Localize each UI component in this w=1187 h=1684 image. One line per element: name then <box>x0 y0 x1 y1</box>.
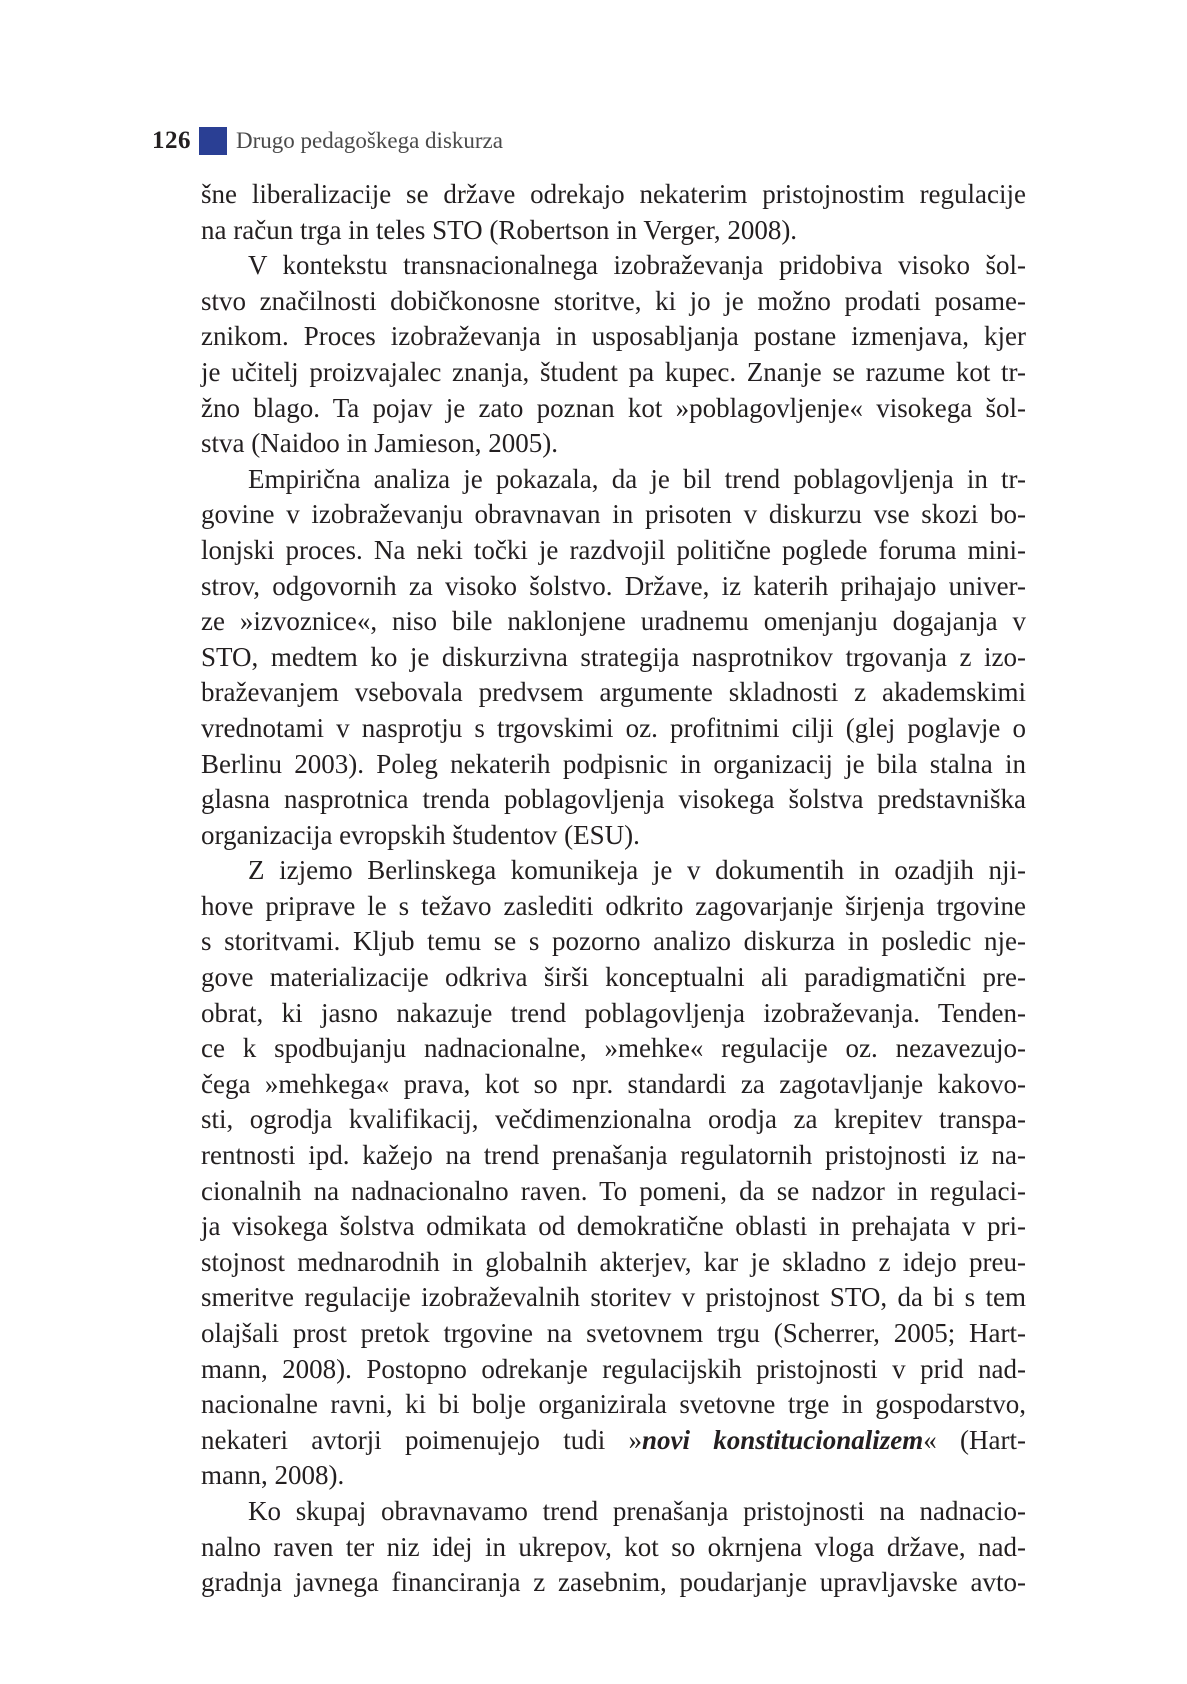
text-line: hove priprave le s težavo zaslediti odkrito zagovarjanje širjenja trgovine <box>201 890 1026 921</box>
text-line: braževanjem vsebovala predvsem argumente skladnosti z akademskimi <box>201 677 1026 708</box>
running-head <box>152 124 503 158</box>
running-title: Drugo pedagoškega diskurza <box>236 128 503 153</box>
text-line: vrednotami v nasprotju s trgovskimi oz. profitnimi cilji (glej poglavje o <box>201 712 1026 743</box>
text-line: nacionalne ravni, ki bi bolje organizirala svetovne trge in gospodarstvo, <box>201 1389 1026 1420</box>
text-line: smeritve regulacije izobraževalnih storitev v pristojnost STO, da bi s tem <box>201 1282 1026 1313</box>
text-line: znikom. Proces izobraževanja in usposabljanja postane izmenjava, kjer <box>201 321 1026 352</box>
text-segment: nekateri avtorji poimenujejo tudi » <box>201 1424 642 1455</box>
text-line: Ko skupaj obravnavamo trend prenašanja pristojnosti na nadnacio- <box>248 1495 1026 1526</box>
text-line: lonjski proces. Na neki točki je razdvojil politične poglede foruma mini- <box>201 534 1026 565</box>
page-number: 126 <box>152 127 191 154</box>
text-line: čega »mehkega« prava, kot so npr. standardi za zagotavljanje kakovo- <box>201 1068 1026 1099</box>
emphasized-term: novi konstitucionalizem <box>641 1424 924 1455</box>
text-line: rentnosti ipd. kažejo na trend prenašanja regulatornih pristojnosti iz na- <box>201 1140 1026 1171</box>
text-line: šne liberalizacije se države odrekajo nekaterim pristojnostim regulacije <box>201 179 1026 209</box>
text-line: mann, 2008). <box>201 1460 345 1491</box>
text-line: gove materializacije odkriva širši konceptualni ali paradigmatični pre- <box>201 962 1026 993</box>
text-line: nalno raven ter niz idej in ukrepov, kot so okrnjena vloga države, nad- <box>201 1531 1026 1562</box>
text-line: cionalnih na nadnacionalno raven. To pomeni, da se nadzor in regulaci- <box>201 1175 1026 1206</box>
text-line <box>201 1423 1026 1459</box>
text-line: stojnost mednarodnih in globalnih akterjev, kar je skladno z idejo preu- <box>201 1246 1026 1277</box>
text-line: s storitvami. Kljub temu se s pozorno analizo diskurza in posledic nje- <box>201 926 1026 957</box>
text-line: ja visokega šolstva odmikata od demokratične oblasti in prehajata v pri- <box>201 1211 1026 1242</box>
text-line: olajšali prost pretok trgovine na svetovnem trgu (Scherrer, 2005; Hart- <box>201 1318 1026 1348</box>
text-line: STO, medtem ko je diskurzivna strategija nasprotnikov trgovanja z izo- <box>201 641 1026 672</box>
text-line: na račun trga in teles STO (Robertson in Verger, 2008). <box>201 214 798 245</box>
text-line: žno blago. Ta pojav je zato poznan kot »poblagovljenje« visokega šol- <box>201 392 1026 423</box>
text-line: stvo značilnosti dobičkonosne storitve, ki jo je možno prodati posame- <box>201 285 1026 316</box>
text-line: mann, 2008). Postopno odrekanje regulacijskih pristojnosti v prid nad- <box>201 1353 1026 1384</box>
text-line: V kontekstu transnacionalnega izobraževanja pridobiva visoko šol- <box>248 250 1026 281</box>
text-line: organizacija evropskih študentov (ESU). <box>201 819 640 850</box>
blue-square-marker <box>199 127 227 155</box>
text-line: stva (Naidoo in Jamieson, 2005). <box>201 428 558 459</box>
text-line: Empirična analiza je pokazala, da je bil trend poblagovljenja in tr- <box>248 463 1026 494</box>
text-line: je učitelj proizvajalec znanja, študent pa kupec. Znanje se razume kot tr- <box>201 356 1026 387</box>
text-line: sti, ogrodja kvalifikacij, večdimenzionalna orodja za krepitev transpa- <box>201 1104 1026 1135</box>
text-line: gradnja javnega financiranja z zasebnim, poudarjanje upravljavske avto- <box>201 1567 1026 1598</box>
body-text <box>201 177 1026 1601</box>
text-line: Berlinu 2003). Poleg nekaterih podpisnic in organizacij je bila stalna in <box>201 748 1026 779</box>
text-line: Z izjemo Berlinskega komunikeja je v dokumentih in ozadjih nji- <box>248 855 1026 886</box>
text-line: govine v izobraževanju obravnavan in prisoten v diskurzu vse skozi bo- <box>201 499 1026 530</box>
text-line: obrat, ki jasno nakazuje trend poblagovljenja izobraževanja. Tenden- <box>201 997 1026 1028</box>
text-line: glasna nasprotnica trenda poblagovljenja visokega šolstva predstavniška <box>201 784 1026 815</box>
text-line: ze »izvoznice«, niso bile naklonjene uradnemu omenjanju dogajanja v <box>201 606 1026 637</box>
text-line: strov, odgovornih za visoko šolstvo. Države, iz katerih prihajajo univer- <box>201 570 1026 601</box>
text-line: ce k spodbujanju nadnacionalne, »mehke« regulacije oz. nezavezujo- <box>201 1033 1026 1064</box>
text-segment: « (Hart- <box>923 1424 1027 1455</box>
